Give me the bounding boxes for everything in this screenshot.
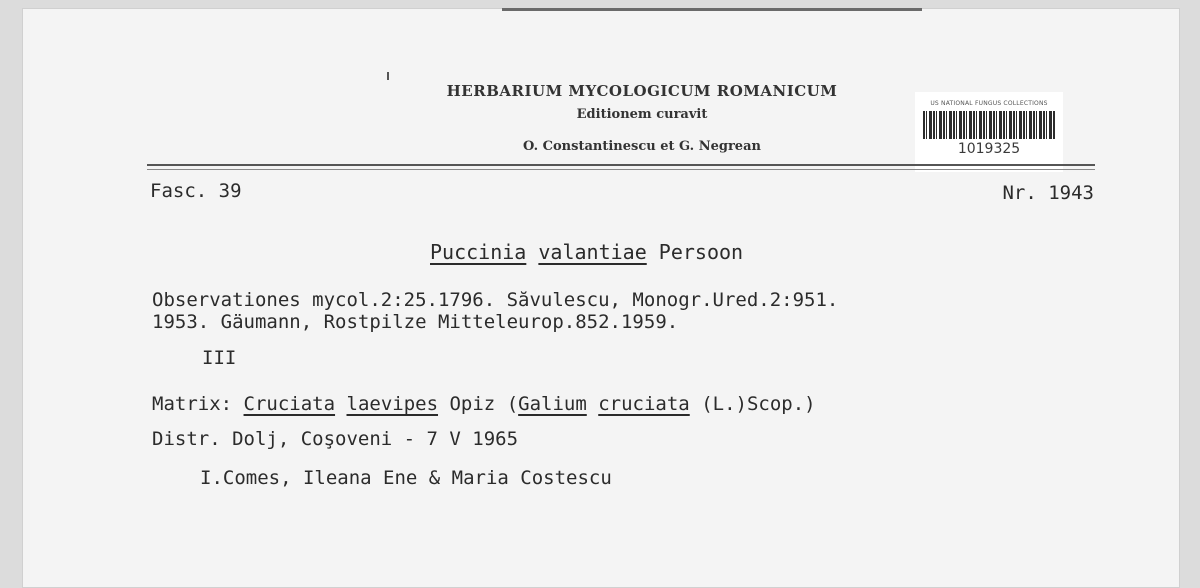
collectors-line: I.Comes, Ileana Ene & Maria Costescu [200, 467, 612, 489]
species-name [430, 240, 743, 264]
distribution-line: Distr. Dolj, Coşoveni - 7 V 1965 [152, 428, 519, 450]
header-rule [147, 164, 1095, 166]
host-epithet: laevipes [346, 393, 439, 415]
host-genus: Cruciata [243, 393, 336, 415]
spore-stage: III [202, 347, 237, 369]
barcode-collection-name: US NATIONAL FUNGUS COLLECTIONS [930, 100, 1048, 107]
synonym-epithet: cruciata [598, 393, 690, 415]
species-author: Persoon [658, 240, 744, 264]
tick-mark [387, 72, 389, 80]
observations-line-2: 1953. Gäumann, Rostpilze Mitteleurop.852.1959. [152, 311, 679, 333]
herbarium-title: HERBARIUM MYCOLOGICUM ROMANICUM [446, 82, 838, 100]
header-rule-thin [147, 169, 1095, 170]
top-edge-line [502, 8, 922, 11]
barcode-sticker [915, 92, 1063, 172]
label-header [382, 80, 902, 158]
species-genus: Puccinia [430, 240, 527, 264]
specimen-number: Nr. 1943 [1002, 182, 1094, 204]
fascicle-number: Fasc. 39 [150, 180, 242, 202]
observations-line-1: Observationes mycol.2:25.1796. Săvulescu, Monogr.Ured.2:951. [152, 289, 839, 311]
synonym-author: (L.)Scop.) [701, 393, 816, 415]
matrix-line [152, 393, 816, 415]
barcode-number: 1019325 [957, 141, 1021, 157]
herbarium-label [22, 8, 1180, 588]
editor-authors: O. Constantinescu et G. Negrean [523, 139, 761, 154]
synonym-genus: Galium [518, 393, 587, 415]
matrix-label: Matrix: [152, 393, 233, 415]
editor-subtitle: Editionem curavit [576, 107, 708, 122]
barcode-icon [923, 111, 1055, 139]
species-epithet: valantiae [538, 240, 647, 264]
host-author: Opiz [449, 393, 496, 415]
synonym-open-paren: ( [506, 393, 519, 415]
